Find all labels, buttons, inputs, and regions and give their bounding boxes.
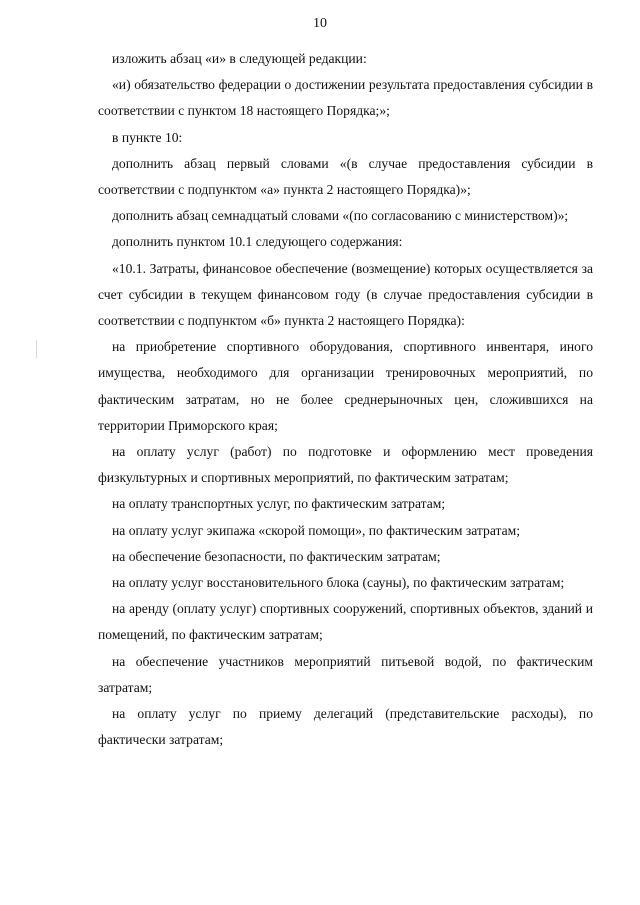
paragraph-11: на оплату услуг экипажа «скорой помощи», по фактическим затратам; [112, 522, 521, 538]
paragraph-6: дополнить пунктом 10.1 следующего содержания: [112, 234, 403, 250]
paragraph-9: на оплату услуг (работ) по подготовке и оформлению мест проведения физкультурных и спортивных мероприятий, по фактическим затратам; [98, 444, 593, 486]
paragraph-3: в пункте 10: [112, 129, 183, 145]
paragraph-5: дополнить абзац семнадцатый словами «(по согласованию с министерством)»; [112, 208, 569, 224]
paragraph-15: на обеспечение участников мероприятий питьевой водой, по фактическим затратам; [98, 653, 593, 695]
paragraph-4: дополнить абзац первый словами «(в случае предоставления субсидии в соответствии с подпунктом «а» пункта 2 настоящего Порядка)»; [98, 155, 593, 198]
paragraph-14: на аренду (оплату услуг) спортивных сооружений, спортивных объектов, зданий и помещений, по фактическим затратам; [98, 601, 593, 643]
paragraph-8: на приобретение спортивного оборудования, спортивного инвентаря, иного имущества, необходимого для организации тренировочных мероприятий, по фактическим затратам, но не более среднерыночных цен, сложившихся на территории Приморского края; [98, 339, 593, 433]
paragraph-1: изложить абзац «и» в следующей редакции: [112, 51, 367, 66]
paragraph-16: на оплату услуг по приему делегаций (представительские расходы), по фактически затратам; [98, 706, 593, 748]
paragraph-10: на оплату транспортных услуг, по фактическим затратам; [112, 496, 446, 512]
page-number: 10 [313, 16, 327, 31]
paragraph-2: «и) обязательство федерации о достижении результата предоставления субсидии в соответствии с пунктом 18 настоящего Порядка;»; [98, 77, 593, 119]
paragraph-7: «10.1. Затраты, финансовое обеспечение (возмещение) которых осуществляется за счет субсидии в текущем финансовом году (в случае предоставления субсидии в соответствии с подпунктом «б» пункта 2 настоящего Порядка): [98, 260, 593, 329]
scan-margin-mark [36, 340, 37, 358]
paragraph-12: на обеспечение безопасности, по фактическим затратам; [112, 548, 441, 564]
paragraph-13: на оплату услуг восстановительного блока (сауны), по фактическим затратам; [112, 575, 565, 591]
document-body [98, 46, 593, 753]
